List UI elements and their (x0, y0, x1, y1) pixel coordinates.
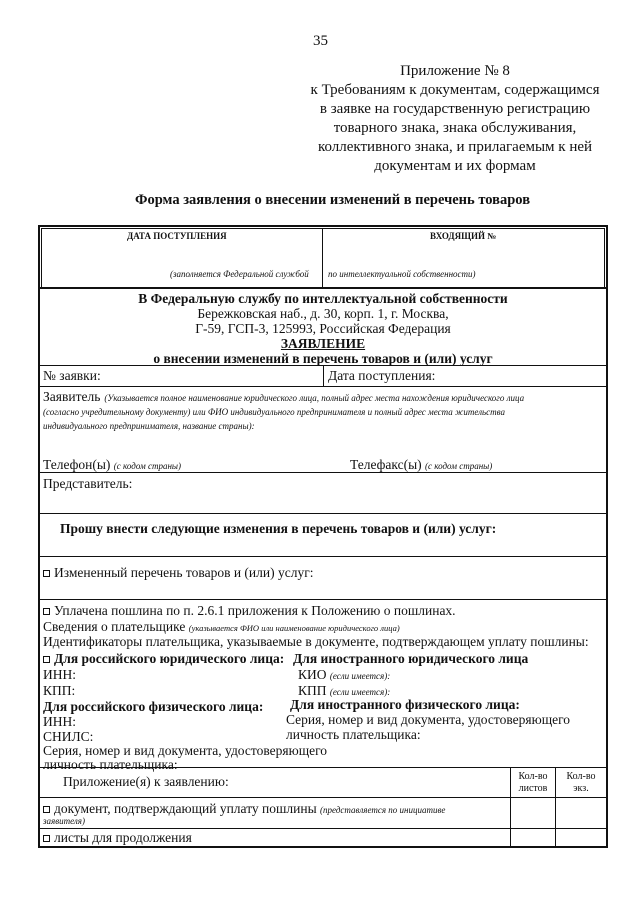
series-line2: личность плательщика: (43, 757, 178, 772)
appendix-line: в заявке на государственную регистрацию (319, 101, 591, 117)
ru-legal-checkbox[interactable] (43, 656, 50, 663)
request-text: Прошу внести следующие изменения в перечень товаров и (или) услуг: (60, 521, 497, 536)
rule (38, 472, 608, 473)
frame-top-inner-left (41, 228, 42, 288)
payer-info-label: Сведения о плательщике (43, 619, 186, 634)
col-copies-line2: экз. (573, 783, 589, 794)
addressee-name: В Федеральную службу по интеллектуальной собственности (138, 291, 508, 306)
changed-list-row (43, 566, 314, 580)
filled-by-note-cont: по интеллектуальной собственности) (328, 269, 476, 279)
series-line1: Серия, номер и вид документа, удостоверяющего (43, 743, 328, 758)
page-number: 35 (313, 33, 328, 49)
payer-info-note: (указывается ФИО или наименование юридического лица) (188, 623, 400, 633)
phone-label-text: Телефон(ы) (43, 457, 111, 472)
col-sheets-header (511, 771, 555, 795)
statement-subtitle: о внесении изменений в перечень товаров и (или) услуг (153, 351, 493, 366)
frame-bottom (38, 846, 608, 848)
rule (38, 828, 608, 829)
appendix-line: товарного знака, знака обслуживания, (333, 120, 577, 136)
filled-by-note: (заполняется Федеральной службой (170, 269, 309, 279)
col-copies-line1: Кол-во (566, 771, 596, 782)
rule (38, 513, 608, 514)
applicant-note: (Указывается полное наименование юридического лица, полный адрес места нахождения юридического лица (104, 393, 525, 403)
form-title: Форма заявления о внесении изменений в перечень товаров (135, 192, 531, 208)
payer-identifiers: Идентификаторы плательщика, указываемые в документе, подтверждающем уплату пошлины: (43, 634, 589, 649)
rule (38, 556, 608, 557)
foreign-kpp-note: (если имеется): (329, 687, 391, 697)
appendix-line: Приложение № 8 (400, 63, 510, 79)
attachment-payment-label: документ, подтверждающий уплату пошлины (54, 801, 317, 816)
changed-list-checkbox[interactable] (43, 570, 50, 577)
kio-note: (если имеется): (329, 671, 391, 681)
appendix-line: документам и их формам (374, 158, 536, 174)
rule (38, 287, 608, 289)
receipt-date-label: Дата поступления: (328, 368, 436, 383)
application-number-label: № заявки: (43, 368, 101, 383)
changed-list-label: Измененный перечень товаров и (или) услуг: (54, 565, 314, 580)
inn2-label: ИНН: (43, 714, 76, 729)
attachment-payment-note-cont: заявителя) (43, 816, 85, 826)
attachment-item-continuation (43, 831, 192, 845)
applicant-note-cont: (согласно учредительному документу) или ФИО индивидуального предпринимателя и полный адрес места жительства (43, 407, 505, 417)
addressee-address-cont: Г-59, ГСП-3, 125993, Российская Федерация (195, 321, 451, 336)
phone-note: (с кодом страны) (113, 461, 182, 471)
applicant-note-cont2: индивидуального предпринимателя, название страны): (43, 421, 255, 431)
app-row-divider (323, 365, 324, 386)
frame-top-inner (41, 228, 605, 229)
ru-person-label: Для российского физического лица: (43, 699, 264, 714)
fee-paid-checkbox[interactable] (43, 608, 50, 615)
applicant-label: Заявитель (43, 389, 101, 404)
date-received-label: ДАТА ПОСТУПЛЕНИЯ (127, 231, 227, 241)
incoming-number-label: ВХОДЯЩИЙ № (430, 231, 497, 241)
phone-label (43, 458, 181, 472)
foreign-person-label: Для иностранного физического лица: (290, 697, 520, 712)
ru-legal-row (43, 652, 284, 666)
appendix-heading (290, 62, 620, 176)
foreign-series-line2: личность плательщика: (286, 727, 421, 742)
fax-label-text: Телефакс(ы) (350, 457, 422, 472)
header-divider (322, 228, 323, 287)
foreign-kpp-label: КПП (298, 683, 327, 698)
attachment-item-payment (43, 802, 445, 816)
appendix-line: коллективного знака, и прилагаемым к ней (317, 139, 593, 155)
attachments-header: Приложение(я) к заявлению: (63, 774, 229, 789)
rule (38, 797, 608, 798)
attachment-payment-checkbox[interactable] (43, 806, 50, 813)
kio-label: КИО (298, 667, 327, 682)
fee-paid-row (43, 604, 456, 618)
kpp-label: КПП: (43, 683, 76, 698)
snils-label: СНИЛС: (43, 729, 94, 744)
attachment-continuation-label: листы для продолжения (54, 830, 192, 845)
inn-label: ИНН: (43, 667, 76, 682)
attachment-continuation-checkbox[interactable] (43, 835, 50, 842)
foreign-kpp-row (298, 684, 390, 698)
frame-top-inner-right (604, 228, 605, 288)
col-sheets-line2: листов (518, 783, 548, 794)
addressee-block (40, 291, 606, 366)
fax-label (350, 458, 492, 472)
col-copies-header (556, 771, 606, 795)
fax-note: (с кодом страны) (425, 461, 493, 471)
foreign-legal-label: Для иностранного юридического лица (293, 651, 529, 666)
ru-legal-label: Для российского юридического лица: (54, 651, 285, 666)
addressee-address: Бережковская наб., д. 30, корп. 1, г. Москва, (197, 306, 449, 321)
attachment-payment-note: (представляется по инициативе (320, 805, 446, 815)
frame-top (38, 225, 608, 227)
statement-title: ЗАЯВЛЕНИЕ (280, 336, 366, 351)
rule (38, 599, 608, 600)
appendix-line: к Требованиям к документам, содержащимся (310, 82, 600, 98)
applicant-block (43, 390, 603, 433)
fee-paid-label: Уплачена пошлина по п. 2.6.1 приложения к Положению о пошлинах. (54, 603, 456, 618)
representative-label: Представитель: (43, 476, 133, 491)
kio-row (298, 668, 390, 682)
payer-info-row (43, 620, 400, 634)
rule (38, 386, 608, 387)
frame-right (606, 225, 608, 847)
foreign-series-line1: Серия, номер и вид документа, удостоверяющего (286, 712, 571, 727)
col-sheets-line1: Кол-во (518, 771, 548, 782)
